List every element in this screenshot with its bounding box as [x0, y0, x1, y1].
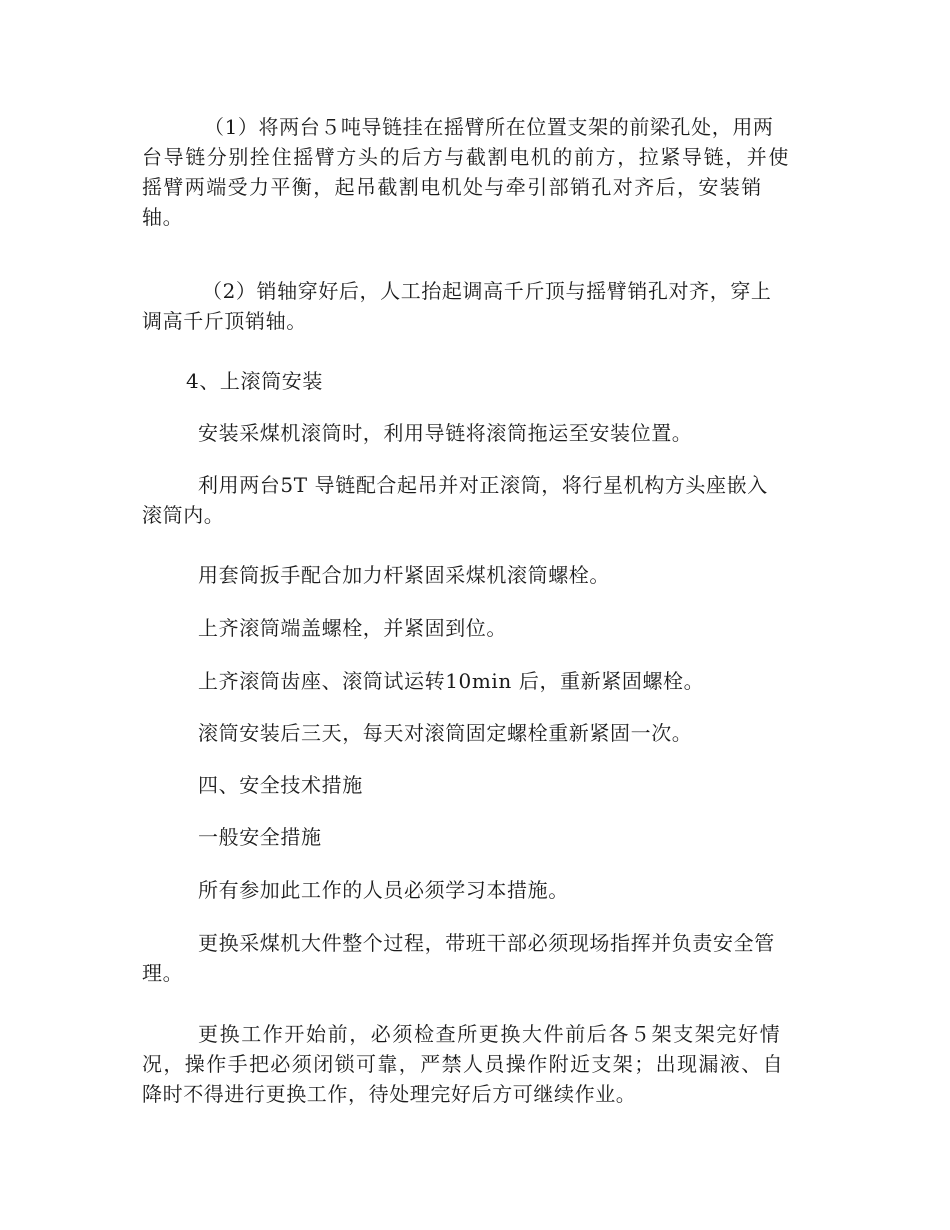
text-line: 调高千斤顶销轴。 [142, 309, 307, 333]
text-line: （2）销轴穿好后，人工抬起调高千斤顶与摇臂销孔对齐，穿上 [202, 279, 772, 303]
paragraph-step-2 [142, 276, 807, 336]
text-line: 降时不得进行更换工作，待处理完好后方可继续作业。 [142, 1082, 637, 1106]
text-line: 摇臂两端受力平衡，起吊截割电机处与牵引部销孔对齐后，安装销 [142, 175, 763, 199]
paragraph-drum-lift [142, 470, 807, 530]
paragraph-step-1 [142, 112, 807, 232]
text-line: 用套筒扳手配合加力杆紧固采煤机滚筒螺栓。 [198, 563, 610, 587]
text-line: 4、上滚筒安装 [186, 369, 323, 393]
text-line: 理。 [142, 961, 184, 985]
text-line: 况，操作手把必须闭锁可靠，严禁人员操作附近支架；出现漏液、自 [142, 1052, 784, 1076]
text-line: 所有参加此工作的人员必须学习本措施。 [198, 878, 569, 902]
paragraph-end-cover [142, 613, 807, 643]
paragraph-drum-transport [142, 418, 807, 448]
section-heading-drum-install [142, 366, 807, 396]
paragraph-drum-bolts [142, 560, 807, 590]
text-line: 轴。 [142, 205, 184, 229]
text-line: 一般安全措施 [198, 825, 322, 849]
text-line: 更换工作开始前，必须检查所更换大件前后各５架支架完好情 [198, 1022, 782, 1046]
text-line: 上齐滚筒齿座、滚筒试运转10min 后，重新紧固螺栓。 [198, 669, 705, 693]
text-line: 利用两台5T 导链配合起吊并对正滚筒，将行星机构方头座嵌入 [198, 473, 768, 497]
section-heading-safety-measures [142, 770, 807, 800]
text-line: 更换采煤机大件整个过程，带班干部必须现场指挥并负责安全管 [198, 931, 775, 955]
text-line: 四、安全技术措施 [198, 773, 363, 797]
text-line: 台导链分别拴住摇臂方头的后方与截割电机的前方，拉紧导链，并使 [142, 145, 790, 169]
paragraph-all-personnel [142, 875, 807, 905]
text-line: 安装采煤机滚筒时，利用导链将滚筒拖运至安装位置。 [198, 421, 693, 445]
paragraph-supervisor [142, 928, 807, 988]
text-line: 上齐滚筒端盖螺栓，并紧固到位。 [198, 616, 507, 640]
text-line: 滚筒安装后三天，每天对滚筒固定螺栓重新紧固一次。 [198, 721, 693, 745]
subheading-general-safety [142, 822, 807, 852]
paragraph-test-run [142, 666, 807, 696]
paragraph-pre-check [142, 1019, 807, 1109]
text-line: 滚筒内。 [142, 503, 225, 527]
paragraph-retighten [142, 718, 807, 748]
text-line: （1）将两台５吨导链挂在摇臂所在位置支架的前梁孔处，用两 [204, 115, 774, 139]
